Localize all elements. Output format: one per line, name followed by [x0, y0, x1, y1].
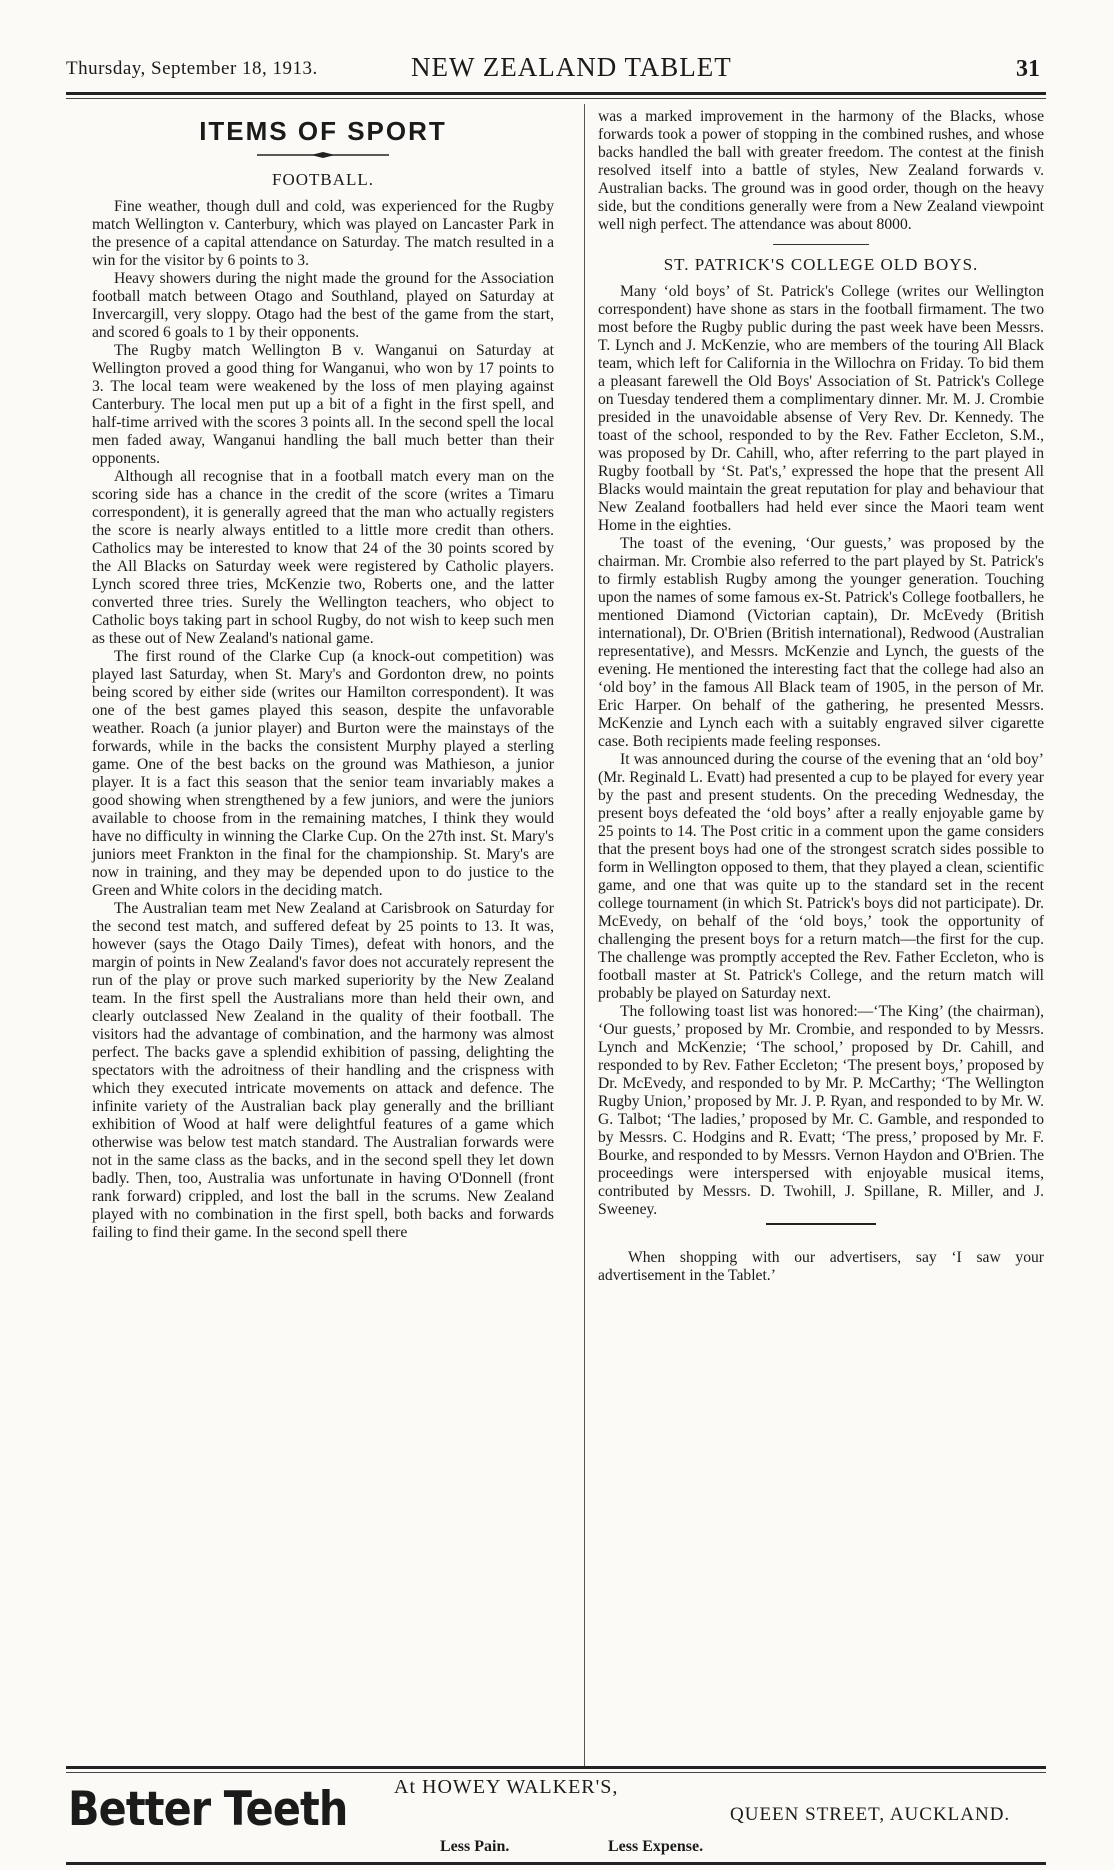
- article-paragraph: Many ‘old boys’ of St. Patrick's College (writes our Wellington correspondent) have shone as stars in the football firmament. The two most before the Rugby public during the past week have been Messrs. T. Lynch and J. McKenzie, who are members of the touring All Black team, which left for California in the Willochra on Friday. To bid them a pleasant farewell the Old Boys' Association of St. Patrick's College on Tuesday tendered them a complimentary dinner. Mr. M. J. Crombie presided in the unavoidable absense of Very Rev. Dr. Kennedy. The toast of the school, responded to by the Rev. Father Eccleton, S.M., was proposed by Dr. Cahill, who, after referring to the part played in Rugby football by ‘St. Pat's,’ expressed the hope that the present All Blacks would maintain the great reputation for play and behaviour that New Zealand footballers had held ever since the Maori team went Home in the eighties.: [598, 283, 1044, 534]
- article-paragraph: The following toast list was honored:—‘The King’ (the chairman), ‘Our guests,’ proposed by Mr. Crombie, and responded to by Messrs. Lynch and McKenzie; ‘The school,’ proposed by Dr. Cahill, and responded to by Rev. Father Eccleton; ‘The present boys,’ proposed by Dr. McEvedy, and responded to by Mr. P. McCarthy; ‘The Wellington Rugby Union,’ proposed by Mr. J. P. Ryan, and responded to by Mr. W. G. Talbot; ‘The ladies,’ proposed by Mr. C. Gamble, and responded to by Messrs. C. Hodgins and R. Evatt; ‘The press,’ proposed by Mr. F. Bourke, and responded to by Messrs. Vernon Haydon and O'Brien. The proceedings were interspersed with enjoyable musical items, contributed by Messrs. D. Twohill, J. Spillane, R. Miller, and J. Sweeney.: [598, 1003, 1044, 1218]
- column-divider: [584, 104, 585, 1766]
- article-paragraph: The toast of the evening, ‘Our guests,’ was proposed by the chairman. Mr. Crombie also referred to the part played by St. Patrick's to firmly establish Rugby among the younger generation. Touching upon the names of some famous ex-St. Patrick's College footballers, he mentioned Diamond (Victorian captain), Dr. McEvedy (British international), Dr. O'Brien (British international), Redwood (Australian representative), and Messrs. McKenzie and Lynch, the guests of the evening. He mentioned the interesting fact that the college had also an ‘old boy’ in the famous All Black team of 1905, in the person of Mr. Eric Harper. On behalf of the gathering, he presented Messrs. McKenzie and Lynch each with a suitably engraved silver cigarette case. Both recipients made feeling responses.: [598, 535, 1044, 750]
- newspaper-title: NEW ZEALAND TABLET: [411, 52, 732, 82]
- header-rule-thin: [66, 98, 1046, 99]
- advert-brand: Better Teeth: [68, 1782, 348, 1837]
- article-paragraph: The Australian team met New Zealand at Carisbrook on Saturday for the second test match, and suffered defeat by 25 points to 13. It was, however (says the Otago Daily Times), defeat with honors, and the margin of points in New Zealand's favor does not accurately represent the run of the play or prove such marked superiority by the New Zealand team. In the first spell the Australians more than held their own, and clearly outclassed New Zealand in the quality of their football. The visitors had the advantage of combination, and the harmony was almost perfect. The backs gave a splendid exhibition of passing, delighting the spectators with the adroitness of their handling and the crispness with which they executed intricate movements on attack and defence. The infinite variety of the Australian back play generally and the brilliant exhibition of Wood at half were delightful features of a game which otherwise was below test match standard. The Australian forwards were not in the same class as the backs, and in the second spell they let down badly. Then, too, Australia was unfortunate in having O'Donnell (front rank forward) crippled, and lost the ball in the scrums. New Zealand played with no combination in the first spell, both backs and forwards failing to find their game. In the second spell there: [92, 900, 554, 1241]
- left-column: [92, 108, 554, 1242]
- article-paragraph: It was announced during the course of the evening that an ‘old boy’ (Mr. Reginald L. Evatt) had presented a cup to be played for every year by the past and present students. On the preceding Wednesday, the present boys defeated the ‘old boys’ after a really enjoyable game by 25 points to 14. The Post critic in a comment upon the game considers that the present boys had one of the strongest scratch sides possible to form in Wellington opposed to them, that they played a clean, scientific game, and one that was quite up to the standard set in the recent college tournament (in which St. Patrick's boys did not participate). Dr. McEvedy, on behalf of the ‘old boys,’ took the opportunity of challenging the present boys for a return match—the first for the cup. The challenge was promptly accepted the Rev. Father Eccleton, who is football master at St. Patrick's College, and the return match will probably be played on Saturday next.: [598, 751, 1044, 1002]
- section-rule: [773, 244, 869, 245]
- article-paragraph: Although all recognise that in a football match every man on the scoring side has a chance in the credit of the score (writes a Timaru correspondent), it is generally agreed that the man who actually registers the score is nearly always entitled to a little more credit than others. Catholics may be interested to know that 24 of the 30 points scored by the All Blacks on Saturday week were registered by Catholic players. Lynch scored three tries, McKenzie two, Roberts one, and the latter converted three tries. Surely the Wellington teachers, who object to Catholic boys taking part in school Rugby, do not wish to keep such men as these out of New Zealand's national game.: [92, 468, 554, 647]
- issue-date: Thursday, September 18, 1913.: [66, 58, 318, 79]
- advert-tagline-expense: Less Expense.: [608, 1838, 704, 1855]
- advert-tagline-pain: Less Pain.: [440, 1838, 510, 1855]
- article-continuation: was a marked improvement in the harmony of the Blacks, whose forwards took a power of stopping in the combined rushes, and whose backs handled the ball with greater freedom. The contest at the finish resolved itself into a battle of styles, New Zealand forwards v. Australian backs. The ground was in good order, though on the heavy side, but the conditions generally were from a New Zealand viewpoint well nigh perfect. The attendance was about 8000.: [598, 108, 1044, 233]
- masthead: [66, 52, 1044, 88]
- article-paragraph: The Rugby match Wellington B v. Wanganui on Saturday at Wellington proved a good thing for Wanganui, who won by 17 points to 3. The local team were weakened by the loss of men playing against Canterbury. The local men put up a bit of a fight in the first spell, and half-time arrived with the scores 3 points all. In the second spell the local men faded away, Wanganui handling the ball much better than their opponents.: [92, 342, 554, 467]
- article-paragraph: Fine weather, though dull and cold, was experienced for the Rugby match Wellington v. Canterbury, which was played on Lancaster Park in the presence of a capital attendance on Saturday. The match resulted in a win for the visitor by 6 points to 3.: [92, 198, 554, 269]
- article-paragraph: The first round of the Clarke Cup (a knock-out competition) was played last Saturday, when St. Mary's and Gordonton drew, no points being scored by either side (writes our Hamilton correspondent). It was one of the best games played this season, despite the unfavorable weather. Roach (a junior player) and Burton were the mainstays of the forwards, while in the backs the consistent Murphy played a sterling game. One of the best backs on the ground was Mathieson, a junior player. It is a fact this season that the senior team invariably makes a good showing when strengthened by a few juniors, and were the juniors available to choose from in the remaining matches, I think they would have no difficulty in winning the Clarke Cup. On the 27th inst. St. Mary's juniors meet Frankton in the final for the championship. St. Mary's are now in training, and they may be depended upon to do justice to the Green and White colors in the deciding match.: [92, 648, 554, 899]
- advert-rule-thin: [66, 1772, 1046, 1773]
- header-rule: [66, 92, 1046, 95]
- football-subheading: FOOTBALL.: [271, 170, 375, 189]
- advert-address: QUEEN STREET, AUCKLAND.: [730, 1804, 1011, 1825]
- section-title: ITEMS OF SPORT: [199, 116, 447, 146]
- ornament-rule-icon: [257, 152, 389, 158]
- right-column: [598, 108, 1044, 1285]
- page-number: 31: [1016, 56, 1040, 82]
- advert-rule: [66, 1766, 1046, 1769]
- end-rule: [766, 1223, 876, 1225]
- article-paragraph: Heavy showers during the night made the ground for the Association football match between Otago and Southland, played on Saturday at Invercargill, very sloppy. Otago had the best of the game from the start, and scored 6 goals to 1 by their opponents.: [92, 270, 554, 341]
- advert-at-line: At HOWEY WALKER'S,: [394, 1776, 619, 1798]
- footer-rule: [66, 1862, 1046, 1865]
- old-boys-subheading: ST. PATRICK'S COLLEGE OLD BOYS.: [663, 255, 979, 274]
- advertiser-note: When shopping with our advertisers, say ‘I saw your advertisement in the Tablet.’: [598, 1249, 1044, 1284]
